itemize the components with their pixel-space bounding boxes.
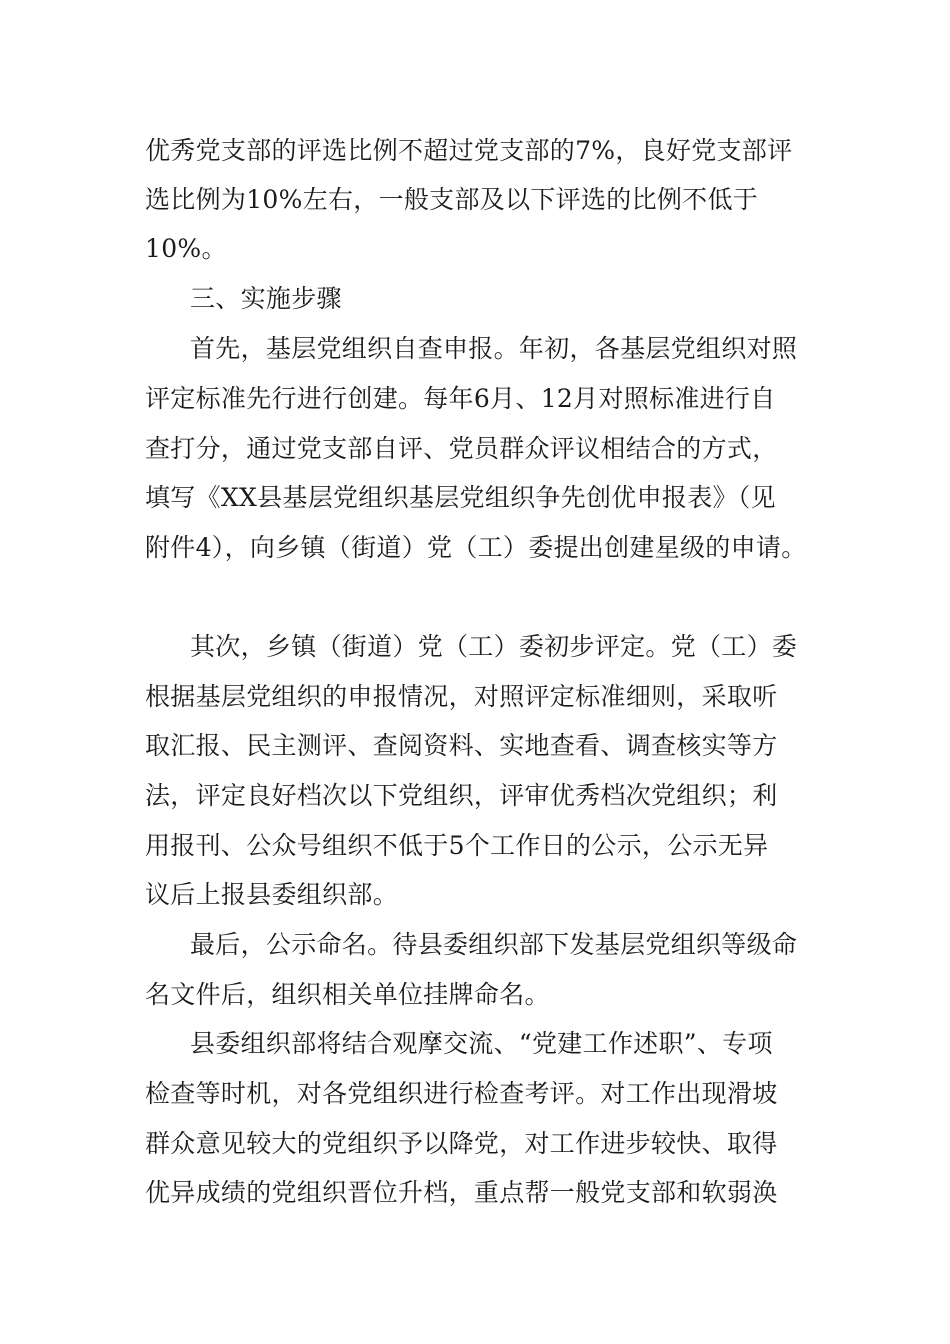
text-line-17: 名文件后，组织相关单位挂牌命名。 [145, 980, 550, 1009]
text-line-12: 取汇报、民主测评、查阅资料、实地查看、调查核实等方 [145, 731, 778, 760]
text-line-19: 检查等时机，对各党组织进行检查考评。对工作出现滑坡 [145, 1079, 778, 1108]
text-line-7: 查打分，通过党支部自评、党员群众评议相结合的方式， [145, 434, 778, 463]
text-line-18: 县委组织部将结合观摩交流、“党建工作述职”、专项 [190, 1029, 773, 1058]
text-line-15: 议后上报县委组织部。 [145, 880, 399, 909]
text-line-3: 10%。 [145, 234, 227, 263]
text-line-8: 填写《XX县基层党组织基层党组织争先创优申报表》（见 [145, 483, 776, 512]
text-line-6: 评定标准先行进行创建。每年6月、12月对照标准进行自 [145, 384, 776, 413]
text-line-2: 选比例为10%左右，一般支部及以下评选的比例不低于 [145, 185, 759, 214]
text-line-14: 用报刊、公众号组织不低于5个工作日的公示，公示无异 [145, 831, 769, 860]
text-line-20: 群众意见较大的党组织予以降党，对工作进步较快、取得 [145, 1129, 778, 1158]
section-heading: 三、实施步骤 [190, 284, 342, 313]
text-line-1: 优秀党支部的评选比例不超过党支部的7%，良好党支部评 [145, 136, 793, 165]
text-line-5: 首先，基层党组织自查申报。年初，各基层党组织对照 [190, 334, 798, 363]
text-line-21: 优异成绩的党组织晋位升档，重点帮一般党支部和软弱涣 [145, 1178, 778, 1207]
text-line-10: 其次，乡镇（街道）党（工）委初步评定。党（工）委 [190, 632, 798, 661]
text-line-16: 最后，公示命名。待县委组织部下发基层党组织等级命 [190, 930, 798, 959]
text-line-13: 法，评定良好档次以下党组织，评审优秀档次党组织；利 [145, 781, 778, 810]
text-line-9: 附件4），向乡镇（街道）党（工）委提出创建星级的申请。 [145, 533, 807, 562]
text-line-11: 根据基层党组织的申报情况，对照评定标准细则，采取听 [145, 682, 778, 711]
